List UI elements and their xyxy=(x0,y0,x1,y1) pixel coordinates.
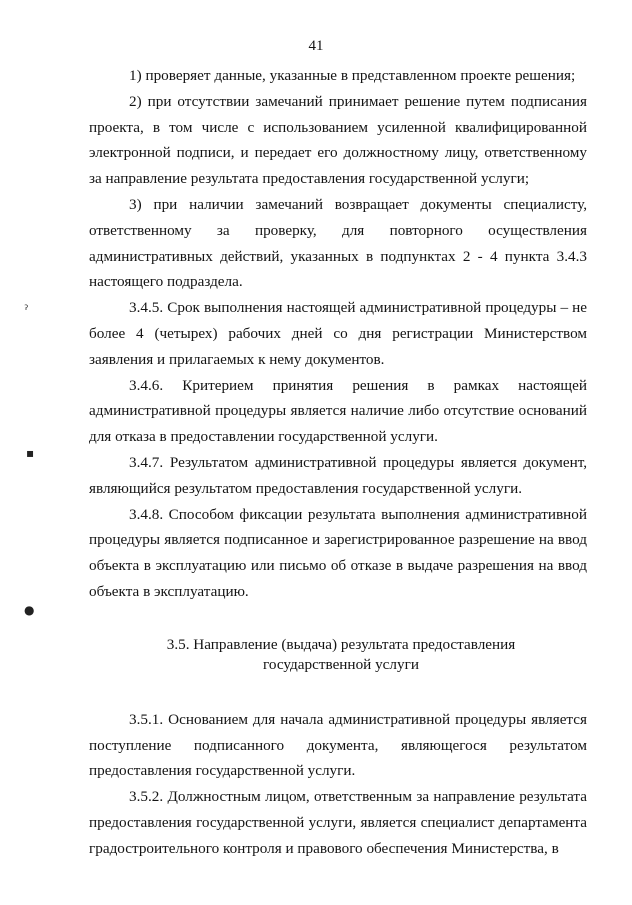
page-number: 41 xyxy=(308,38,324,54)
scan-mark-icon: ˀ xyxy=(24,303,29,317)
paragraph: 3.4.7. Результатом административной процедуры является документ, являющийся результатом предоставления государственной услуги. xyxy=(89,453,587,497)
paragraph: 3.4.5. Срок выполнения настоящей административной процедуры – не более 4 (четырех) рабочих дней со дня регистрации Министерством заявления и прилагаемых к нему документов. xyxy=(89,299,587,368)
scan-mark-icon: ▪ xyxy=(26,446,35,460)
scan-mark-icon: ● xyxy=(24,603,35,617)
paragraph: 3) при наличии замечаний возвращает документы специалисту, ответственному за проверку, для повторного осуществления административных действий, указанных в подпунктах 2 - 4 пункта 3.4.3 настоящего подраздела. xyxy=(89,195,587,291)
paragraph: 3.5.1. Основанием для начала административной процедуры является поступление подписанного документа, являющегося результатом предоставления государственной услуги. xyxy=(89,710,587,780)
paragraph: 2) при отсутствии замечаний принимает решение путем подписания проекта, в том числе с использованием усиленной квалифицированной электронной подписи, и передает его должностному лицу, ответственному за направление результата предоставления государственной услуги; xyxy=(89,92,587,188)
section-heading xyxy=(89,635,587,675)
document-body xyxy=(89,63,587,862)
paragraph: 3.4.8. Способом фиксации результата выполнения административной процедуры является подписанное и зарегистрированное разрешение на ввод объекта в эксплуатацию или письмо об отказе в выдаче разрешения на ввод объекта в эксплуатацию. xyxy=(89,505,587,600)
paragraph: 3.5.2. Должностным лицом, ответственным за направление результата предоставления государственной услуги, является специалист департамента градостроительного контроля и правового обеспечения Министерства, в xyxy=(89,788,587,857)
section-heading-line: 3.5. Направление (выдача) результата предоставления xyxy=(166,635,516,653)
section-heading-line: государственной услуги xyxy=(263,655,419,673)
paragraph: 3.4.6. Критерием принятия решения в рамках настоящей административной процедуры является наличие либо отсутствие оснований для отказа в предоставлении государственной услуги. xyxy=(89,376,587,446)
paragraph: 1) проверяет данные, указанные в представленном проекте решения; xyxy=(129,67,576,84)
